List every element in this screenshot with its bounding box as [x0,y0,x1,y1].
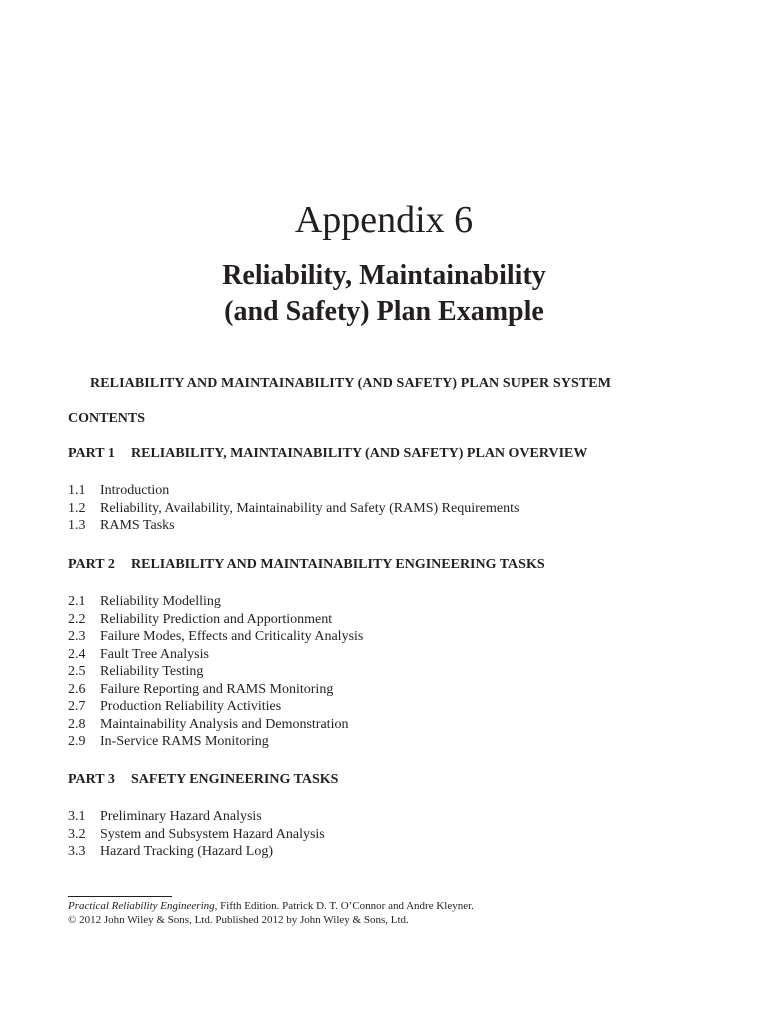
item-text: In-Service RAMS Monitoring [100,734,269,749]
part-2-section [68,556,708,751]
part-heading [68,445,708,463]
contents-item [68,698,708,716]
part-heading [68,556,708,574]
item-text: Preliminary Hazard Analysis [100,809,262,824]
book-title: Practical Reliability Engineering [68,900,215,912]
footnote-rule [68,896,172,897]
item-number: 3.2 [68,826,86,842]
item-text: Reliability, Availability, Maintainability and Safety (RAMS) Requirements [100,500,520,516]
item-text: Reliability Prediction and Apportionment [100,611,333,627]
appendix-subtitle [0,258,768,330]
item-number: 2.9 [68,734,86,749]
item-number: 2.7 [68,699,86,714]
contents-item [68,716,708,734]
appendix-subtitle-line-1: Reliability, Maintainability [222,260,546,291]
contents-heading: CONTENTS [68,411,146,426]
contents-item [68,628,708,646]
item-text: Introduction [100,483,170,498]
edition-authors: , Fifth Edition. Patrick D. T. O’Connor and Andre Kleyner. [214,900,474,912]
item-number: 3.1 [68,809,86,824]
footnote-line-2: © 2012 John Wiley & Sons, Ltd. Published 2012 by John Wiley & Sons, Ltd. [68,913,409,926]
item-number: 2.4 [68,646,86,662]
appendix-title: Appendix 6 [294,199,474,241]
contents-item [68,500,708,518]
part-number: PART 3 [68,772,115,787]
item-text: Failure Modes, Effects and Criticality Analysis [100,629,364,644]
part-heading [68,771,708,789]
contents-list [68,593,708,751]
contents-item [68,663,708,681]
contents-list [68,482,708,535]
part-number: PART 1 [68,446,115,461]
footnote-line-1 [68,900,668,914]
contents-item [68,681,708,699]
contents-item [68,808,708,826]
part-title: RELIABILITY, MAINTAINABILITY (AND SAFETY) PLAN OVERVIEW [131,446,588,461]
contents-item [68,482,708,500]
item-number: 3.3 [68,844,86,859]
part-number: PART 2 [68,557,115,572]
contents-item [68,733,708,751]
contents-item [68,611,708,629]
contents-item [68,593,708,611]
item-text: Reliability Testing [100,664,204,679]
contents-item [68,517,708,535]
contents-item [68,646,708,664]
part-title: SAFETY ENGINEERING TASKS [131,772,339,787]
item-number: 1.1 [68,483,86,498]
appendix-subtitle-line-2: (and Safety) Plan Example [224,296,544,327]
item-number: 2.6 [68,681,86,697]
contents-item [68,843,708,861]
item-text: Reliability Modelling [100,594,221,609]
item-text: System and Subsystem Hazard Analysis [100,826,325,842]
item-number: 2.3 [68,629,86,644]
item-text: RAMS Tasks [100,518,175,533]
item-text: Fault Tree Analysis [100,646,209,662]
part-3-section [68,771,708,861]
contents-item [68,826,708,844]
contents-list [68,808,708,861]
item-number: 1.2 [68,500,86,516]
part-title: RELIABILITY AND MAINTAINABILITY ENGINEERING TASKS [131,557,545,572]
part-1-section [68,445,708,535]
item-text: Maintainability Analysis and Demonstration [100,716,349,732]
item-number: 2.1 [68,594,86,609]
item-text: Failure Reporting and RAMS Monitoring [100,681,334,697]
item-number: 1.3 [68,518,86,533]
copyright-footnote [68,896,668,927]
document-heading: RELIABILITY AND MAINTAINABILITY (AND SAFETY) PLAN SUPER SYSTEM [90,376,612,391]
item-number: 2.2 [68,611,86,627]
item-number: 2.5 [68,664,86,679]
item-number: 2.8 [68,716,86,732]
item-text: Production Reliability Activities [100,699,282,714]
item-text: Hazard Tracking (Hazard Log) [100,844,273,859]
